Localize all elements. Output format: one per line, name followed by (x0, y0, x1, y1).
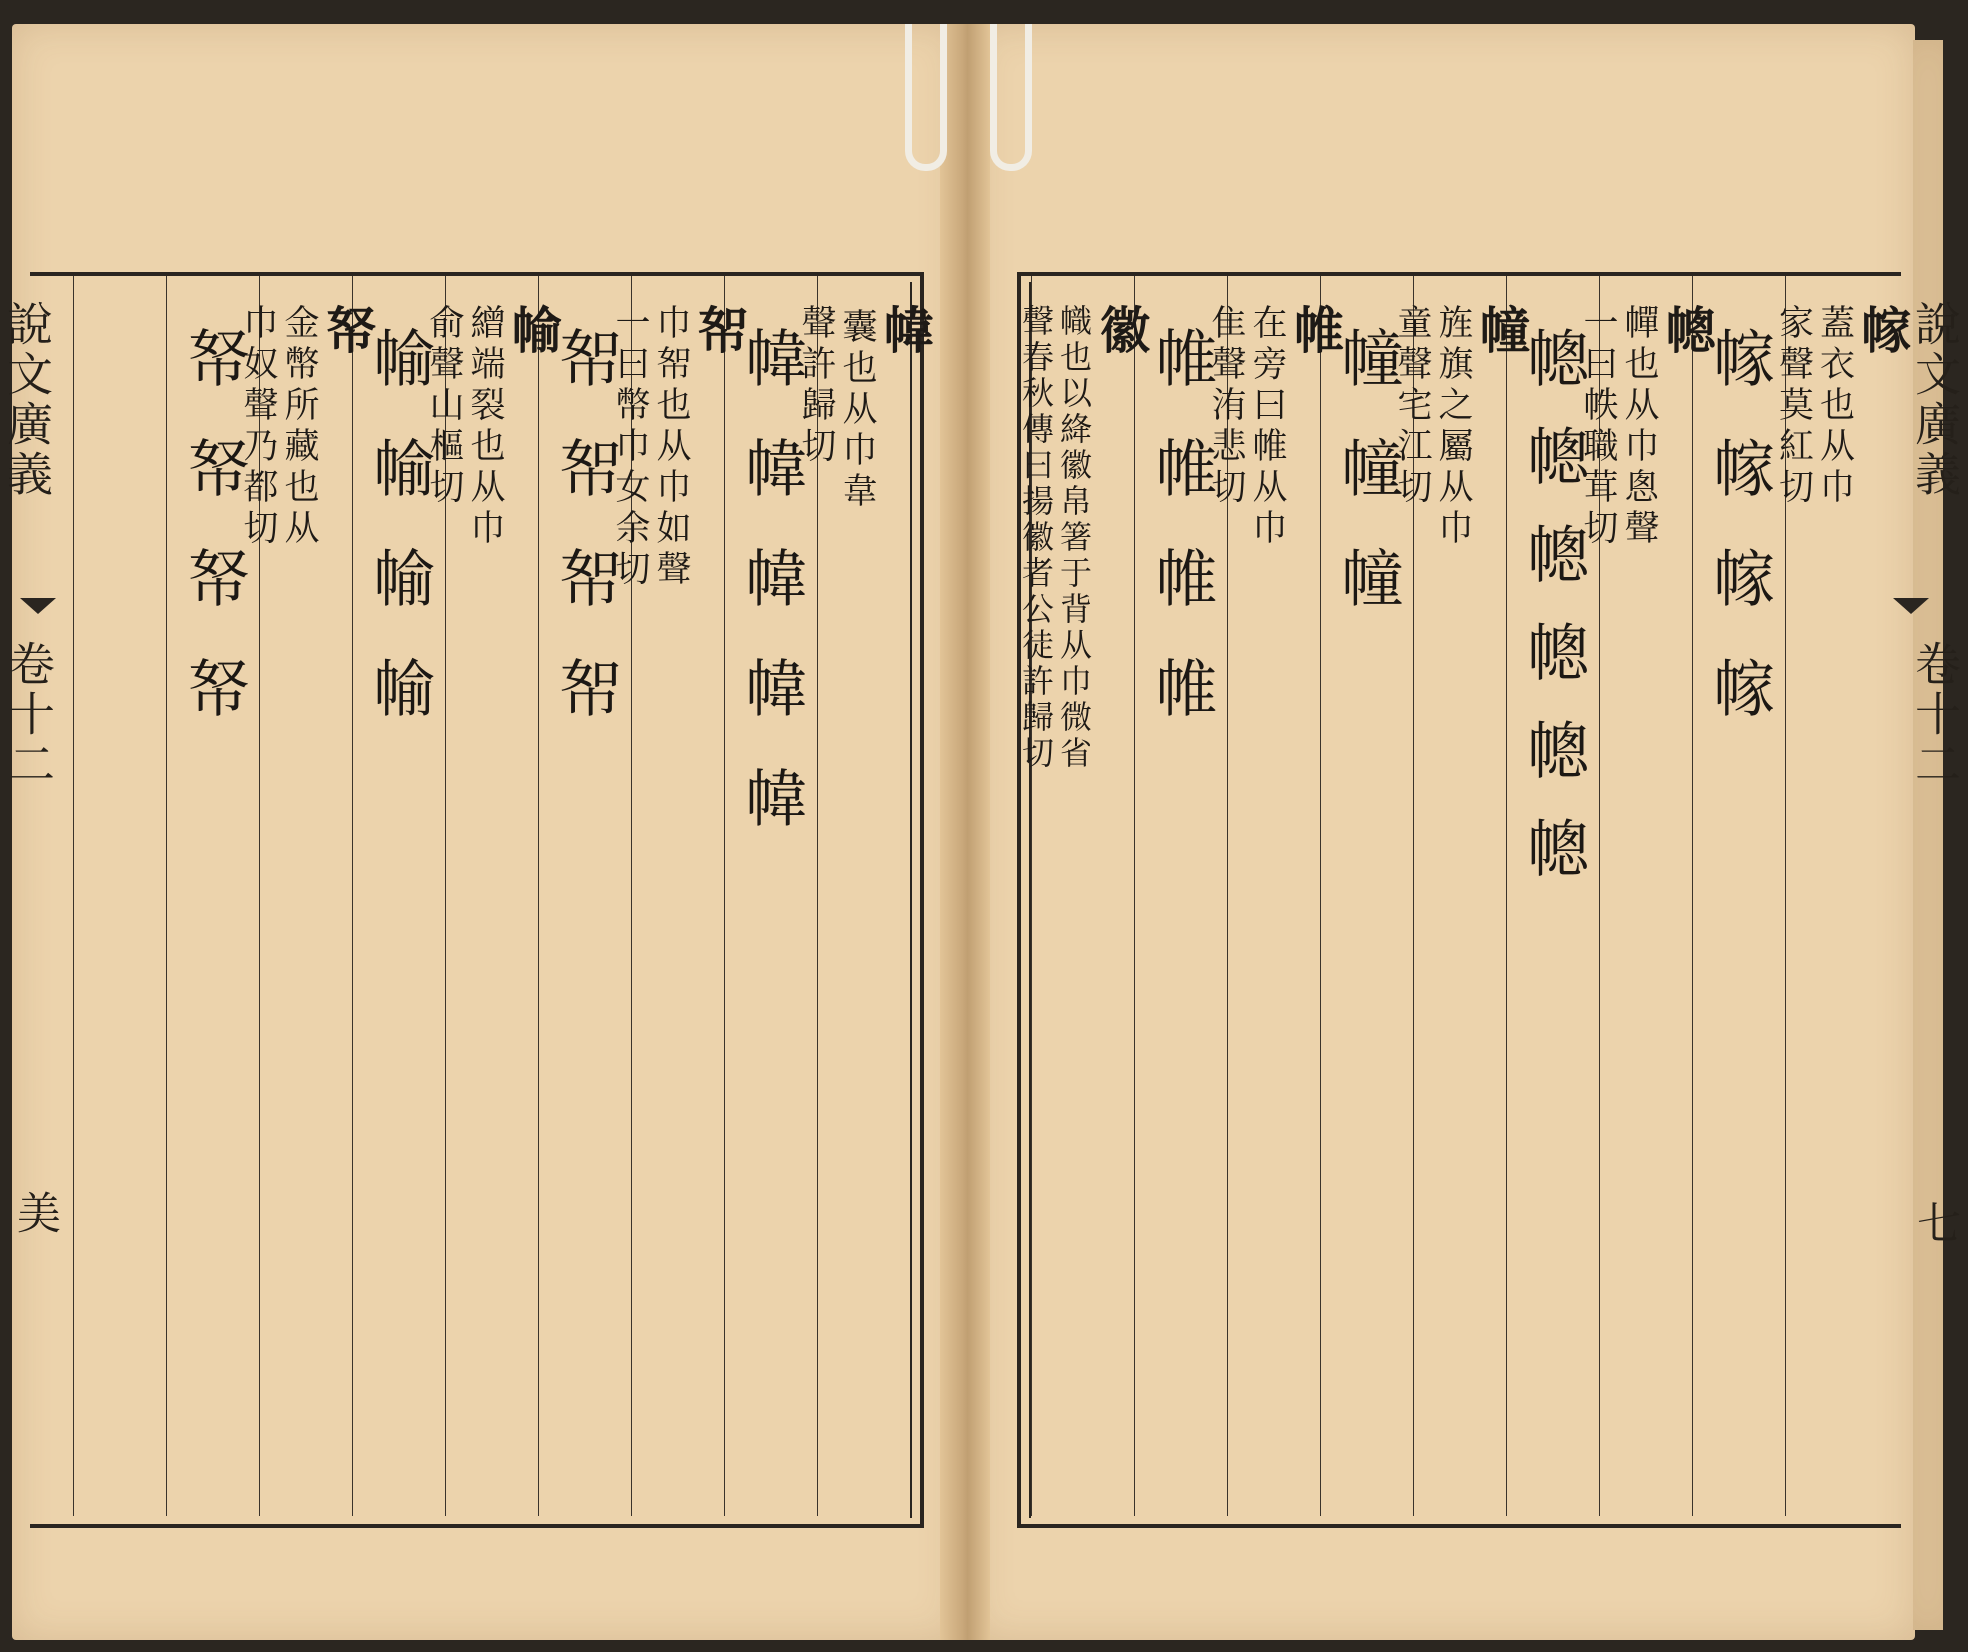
binding-thread-left (905, 24, 947, 171)
seal-script-forms: 幒幒幒幒幒幒 (1517, 326, 1590, 914)
headword: 帤 (690, 304, 749, 356)
right-fishtail-mark (1893, 598, 1929, 614)
gloss-line: 在旁曰帷从巾 (1247, 304, 1287, 550)
gloss-line: 俞聲山樞切 (424, 304, 464, 509)
column-l3 (610, 276, 749, 1516)
column-l8 (166, 276, 259, 1516)
seal-script-forms: 幢幢幢 (1331, 326, 1404, 656)
column-l5 (424, 276, 563, 1516)
headword: 帷 (1286, 304, 1345, 356)
column-r8 (1134, 276, 1227, 1516)
left-margin-folio: 美 (9, 1190, 60, 1234)
column-r7 (1206, 276, 1345, 1516)
headword: 幏 (1853, 304, 1913, 356)
right-margin-folio: 七 (1909, 1200, 1960, 1244)
seal-script-forms: 㡏㡏㡏㡏 (363, 326, 436, 766)
gloss-line: 旌旗之屬从巾 (1433, 304, 1473, 550)
left-margin-volume: 卷十二 (2, 640, 56, 790)
left-fishtail-mark (20, 598, 56, 614)
gloss-line: 家聲莫紅切 (1773, 304, 1814, 509)
page-edge (1913, 40, 1943, 1630)
seal-script-forms: 帑帑帑帑 (177, 326, 250, 766)
gloss-line: 囊也从巾韋 (837, 308, 877, 513)
gloss-line: 繒端裂也从巾 (465, 304, 505, 550)
headword: 徽 (1092, 304, 1151, 356)
column-l1 (796, 276, 935, 1516)
left-margin-title: 說文廣義 (0, 300, 54, 500)
gloss-line: 幟也以絳徽帛箸于背从巾微省 (1055, 304, 1093, 772)
headword: 幃 (876, 304, 935, 356)
headword: 㡏 (504, 304, 563, 356)
column-l7 (238, 276, 377, 1516)
seal-script-forms: 帤帤帤帤 (549, 326, 622, 766)
column-r5 (1392, 276, 1531, 1516)
column-r9 (1017, 276, 1151, 1516)
seal-script-forms: 幏幏幏幏 (1703, 326, 1776, 766)
gloss-line: 一曰幣巾女余切 (610, 304, 650, 591)
gloss-line: 蓋衣也从巾 (1814, 304, 1855, 509)
right-margin-volume: 卷十二 (1908, 640, 1962, 790)
gloss-line: 巾奴聲乃都切 (238, 304, 278, 550)
gloss-line: 幝也从巾悤聲 (1619, 304, 1659, 550)
gloss-line: 聲許歸切 (796, 304, 836, 468)
gloss-line: 一曰帙職茸切 (1578, 304, 1618, 550)
gloss-line: 隹聲洧悲切 (1206, 304, 1246, 509)
headword: 幒 (1658, 304, 1717, 356)
column-r3 (1578, 276, 1717, 1516)
gloss-line: 聲春秋傳曰揚徽者公徒許歸切 (1017, 304, 1055, 772)
binding-thread-right (990, 24, 1032, 171)
gloss-line: 童聲宅江切 (1392, 304, 1432, 509)
column-r1 (1773, 276, 1913, 1516)
book-gutter (940, 24, 990, 1640)
column-l9 (73, 276, 166, 1516)
headword: 帑 (318, 304, 377, 356)
headword: 幢 (1472, 304, 1531, 356)
gloss-line: 金幣所藏也从 (279, 304, 319, 550)
seal-script-forms: 帷帷帷帷 (1145, 326, 1218, 766)
right-margin-title: 說文廣義 (1908, 300, 1962, 500)
seal-script-forms: 幃幃幃幃幃 (735, 326, 808, 876)
gloss-line: 巾帤也从巾如聲 (651, 304, 691, 591)
